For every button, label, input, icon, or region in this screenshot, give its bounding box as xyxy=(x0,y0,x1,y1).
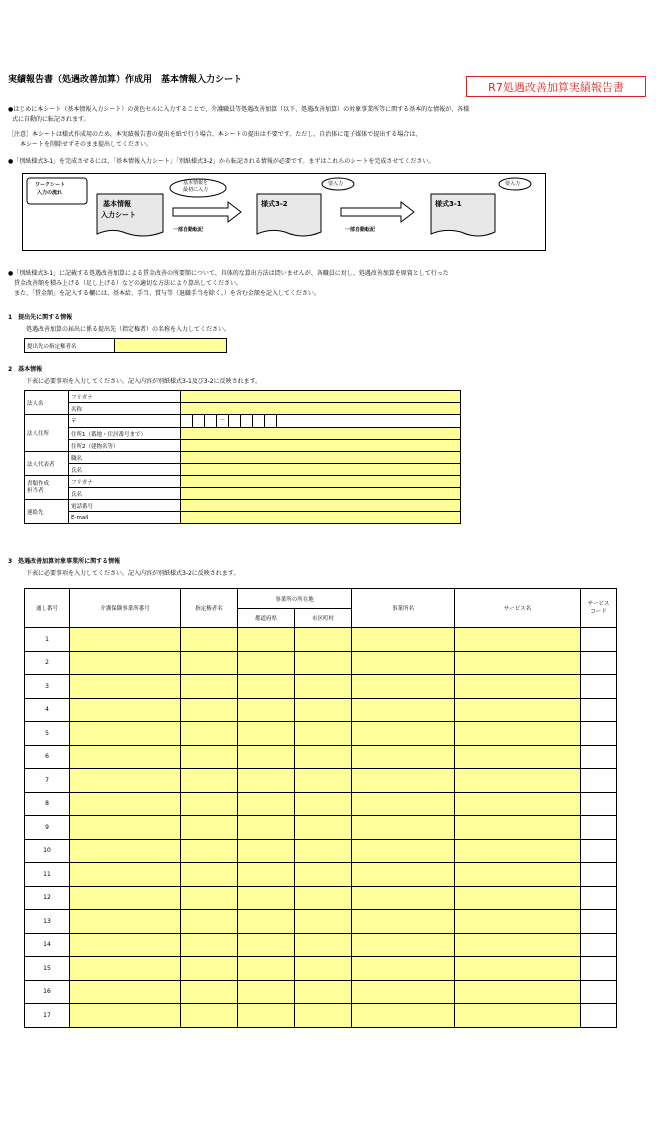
col-header-code xyxy=(581,589,617,628)
office-rows xyxy=(25,628,617,1028)
table-row xyxy=(25,722,617,746)
city-input[interactable] xyxy=(295,628,352,652)
table-row xyxy=(25,933,617,957)
bullet3-line3: また、「賃金額」を記入する欄には、基本給、手当、賞与等（退職手当を除く。）を含む金額を記入してください。 xyxy=(8,290,320,297)
service-code-cell xyxy=(581,863,617,887)
corp-name-input[interactable] xyxy=(181,403,461,415)
city-input[interactable] xyxy=(295,792,352,816)
corp-furigana-label: フリガナ xyxy=(69,391,181,403)
service-code-cell xyxy=(581,816,617,840)
row-number: 4 xyxy=(25,698,70,722)
col-header-pref: 都道府県 xyxy=(238,609,295,628)
office-name-input[interactable] xyxy=(352,863,455,887)
form31-label: 様式3-1 xyxy=(435,200,462,208)
postal-code-label: 〒 xyxy=(69,415,181,428)
submission-target-input[interactable] xyxy=(115,339,227,353)
phone-label: 電話番号 xyxy=(69,500,181,512)
service-code-cell xyxy=(581,745,617,769)
designator-input[interactable] xyxy=(181,628,238,652)
city-input[interactable] xyxy=(295,863,352,887)
insurer-no-input[interactable] xyxy=(70,769,181,793)
insurer-no-input[interactable] xyxy=(70,886,181,910)
rep-title-label: 職名 xyxy=(69,452,181,464)
creator-furigana-label: フリガナ xyxy=(69,476,181,488)
row-number: 16 xyxy=(25,980,70,1004)
workflow-diagram xyxy=(22,173,546,251)
service-name-input[interactable] xyxy=(455,769,581,793)
col-header-code-1: サービス xyxy=(587,601,610,607)
postal-digit-4[interactable] xyxy=(229,415,241,427)
office-name-input[interactable] xyxy=(352,698,455,722)
designator-input[interactable] xyxy=(181,1004,238,1028)
submission-target-label: 提出先の指定権者名 xyxy=(25,339,115,353)
service-code-cell xyxy=(581,886,617,910)
worksheet-label-1: ワークシート xyxy=(35,182,66,188)
city-input[interactable] xyxy=(295,910,352,934)
basic-bubble-1: 基本情報を xyxy=(183,180,209,186)
city-input[interactable] xyxy=(295,1004,352,1028)
worksheet-label-2: 入力の流れ xyxy=(37,190,63,196)
postal-dash: － xyxy=(217,415,229,427)
city-input[interactable] xyxy=(295,675,352,699)
pref-input[interactable] xyxy=(238,933,295,957)
section3-heading: 3 処遇改善加算対象事業所に関する情報 xyxy=(8,558,121,565)
city-input[interactable] xyxy=(295,769,352,793)
insurer-no-input[interactable] xyxy=(70,816,181,840)
col-header-code-2: コード xyxy=(590,609,607,615)
designator-input[interactable] xyxy=(181,957,238,981)
col-header-service: サービス名 xyxy=(455,589,581,628)
intro-bullet1-line2: 式に自動的に転記されます。 xyxy=(12,116,90,123)
table-row xyxy=(25,651,617,675)
pref-input[interactable] xyxy=(238,816,295,840)
col-header-no: 通し番号 xyxy=(25,589,70,628)
designator-input[interactable] xyxy=(181,816,238,840)
service-code-cell xyxy=(581,792,617,816)
postal-digit-1[interactable] xyxy=(181,415,193,427)
row-number: 1 xyxy=(25,628,70,652)
address1-label: 住所1（番地・住居番号まで） xyxy=(69,428,181,440)
office-name-input[interactable] xyxy=(352,769,455,793)
table-row xyxy=(25,863,617,887)
office-name-input[interactable] xyxy=(352,675,455,699)
service-name-input[interactable] xyxy=(455,933,581,957)
row-number: 2 xyxy=(25,651,70,675)
col-header-designator: 指定権者名 xyxy=(181,589,238,628)
office-name-input[interactable] xyxy=(352,980,455,1004)
page-title: 実績報告書（処遇改善加算）作成用 基本情報入力シート xyxy=(8,75,243,85)
designator-input[interactable] xyxy=(181,675,238,699)
row-number: 8 xyxy=(25,792,70,816)
row-number: 14 xyxy=(25,933,70,957)
table-row xyxy=(25,745,617,769)
basic-bubble-2: 最初に入力 xyxy=(183,187,209,193)
city-input[interactable] xyxy=(295,722,352,746)
rep-name-label: 氏名 xyxy=(69,464,181,476)
city-input[interactable] xyxy=(295,839,352,863)
basic-doc-label-2: 入力シート xyxy=(101,211,136,219)
report-label: R7処遇改善加算実績報告書 xyxy=(466,76,646,97)
corp-name-label: 法人名 xyxy=(25,391,69,415)
address2-label: 住所2（建物名等） xyxy=(69,440,181,452)
bullet3-line1: ●「別紙様式3-1」に記載する処遇改善加算による賃金改善の所要額について、具体的な算出方法は問いませんが、各職員に対し、処遇改善加算を原資として行った xyxy=(8,270,449,277)
postal-digit-3[interactable] xyxy=(205,415,217,427)
designator-input[interactable] xyxy=(181,910,238,934)
postal-digit-7[interactable] xyxy=(265,415,276,427)
insurer-no-input[interactable] xyxy=(70,698,181,722)
service-code-cell xyxy=(581,1004,617,1028)
pref-input[interactable] xyxy=(238,980,295,1004)
service-name-input[interactable] xyxy=(455,863,581,887)
pref-input[interactable] xyxy=(238,769,295,793)
section1-table xyxy=(24,338,227,353)
insurer-no-input[interactable] xyxy=(70,675,181,699)
intro-note-line2: 本シートを削除せずそのまま提出してください。 xyxy=(8,141,153,148)
pref-input[interactable] xyxy=(238,1004,295,1028)
intro-bullet1-line1: ●はじめに本シート（基本情報入力シート）の黄色セルに入力することで、介護職員等処遇改善加算（以下、処遇改善加算）の対象事業所等に関する基本的な情報が、各様 xyxy=(8,106,470,113)
row-number: 13 xyxy=(25,910,70,934)
city-input[interactable] xyxy=(295,933,352,957)
service-name-input[interactable] xyxy=(455,886,581,910)
service-code-cell xyxy=(581,698,617,722)
transfer-label-2: 一部自動転記 xyxy=(345,227,376,233)
service-code-cell xyxy=(581,769,617,793)
office-name-input[interactable] xyxy=(352,745,455,769)
insurer-no-input[interactable] xyxy=(70,910,181,934)
corp-furigana-input[interactable] xyxy=(181,391,461,403)
insurer-no-input[interactable] xyxy=(70,933,181,957)
creator-name-label: 氏名 xyxy=(69,488,181,500)
table-row xyxy=(25,675,617,699)
service-code-cell xyxy=(581,910,617,934)
service-code-cell xyxy=(581,957,617,981)
form32-bubble: 要入力 xyxy=(328,181,344,187)
address2-input[interactable] xyxy=(181,440,461,452)
table-row xyxy=(25,698,617,722)
section1-heading: 1 提出先に関する情報 xyxy=(8,314,73,321)
pref-input[interactable] xyxy=(238,957,295,981)
service-name-input[interactable] xyxy=(455,816,581,840)
service-name-input[interactable] xyxy=(455,651,581,675)
table-row xyxy=(25,980,617,1004)
email-input[interactable] xyxy=(181,512,461,524)
intro-bullet2: ●「別紙様式3-1」を完成させるには、「基本情報入力シート」「別紙様式3-2」から転記される情報が必要です。まずはこれらのシートを完成させてください。 xyxy=(8,158,435,165)
row-number: 3 xyxy=(25,675,70,699)
designator-input[interactable] xyxy=(181,769,238,793)
service-name-input[interactable] xyxy=(455,957,581,981)
table-row xyxy=(25,886,617,910)
service-name-input[interactable] xyxy=(455,698,581,722)
insurer-no-input[interactable] xyxy=(70,980,181,1004)
basic-doc-label-1: 基本情報 xyxy=(103,200,131,208)
postal-digit-2[interactable] xyxy=(193,415,205,427)
insurer-no-input[interactable] xyxy=(70,628,181,652)
service-name-input[interactable] xyxy=(455,722,581,746)
city-input[interactable] xyxy=(295,745,352,769)
city-input[interactable] xyxy=(295,980,352,1004)
office-name-input[interactable] xyxy=(352,1004,455,1028)
service-code-cell xyxy=(581,675,617,699)
city-input[interactable] xyxy=(295,651,352,675)
insurer-no-input[interactable] xyxy=(70,863,181,887)
section1-desc: 処遇改善加算の届出に係る提出先（指定権者）の名称を入力してください。 xyxy=(26,326,231,333)
insurer-no-input[interactable] xyxy=(70,839,181,863)
service-code-cell xyxy=(581,933,617,957)
insurer-no-input[interactable] xyxy=(70,1004,181,1028)
office-name-input[interactable] xyxy=(352,910,455,934)
section2-heading: 2 基本情報 xyxy=(8,366,43,373)
bullet3-line2: 賃金改善額を積み上げる（足し上げる）などの適切な方法により算出してください。 xyxy=(8,280,243,287)
office-name-input[interactable] xyxy=(352,957,455,981)
insurer-no-input[interactable] xyxy=(70,722,181,746)
offices-table xyxy=(24,588,617,1028)
creator-name-input[interactable] xyxy=(181,488,461,500)
table-row xyxy=(25,816,617,840)
pref-input[interactable] xyxy=(238,910,295,934)
designator-input[interactable] xyxy=(181,980,238,1004)
service-name-input[interactable] xyxy=(455,839,581,863)
designator-input[interactable] xyxy=(181,792,238,816)
row-number: 6 xyxy=(25,745,70,769)
service-name-input[interactable] xyxy=(455,980,581,1004)
corp-rep-label: 法人代表者 xyxy=(25,452,69,476)
address1-input[interactable] xyxy=(181,428,461,440)
designator-input[interactable] xyxy=(181,933,238,957)
contact-label: 連絡先 xyxy=(25,500,69,524)
pref-input[interactable] xyxy=(238,792,295,816)
postal-blank xyxy=(277,415,461,428)
office-name-input[interactable] xyxy=(352,651,455,675)
service-name-input[interactable] xyxy=(455,792,581,816)
col-header-city: 市区町村 xyxy=(295,609,352,628)
row-number: 10 xyxy=(25,839,70,863)
office-name-input[interactable] xyxy=(352,816,455,840)
intro-note-line1: ［注意］本シートは様式作成用のため、本実績報告書の提出を紙で行う場合、本シートの提出は不要です。ただし、自治体に電子媒体で提出する場合は、 xyxy=(8,131,422,138)
city-input[interactable] xyxy=(295,698,352,722)
office-name-input[interactable] xyxy=(352,839,455,863)
arrow1-shape xyxy=(173,202,241,222)
designator-input[interactable] xyxy=(181,745,238,769)
row-number: 9 xyxy=(25,816,70,840)
pref-input[interactable] xyxy=(238,651,295,675)
office-name-input[interactable] xyxy=(352,792,455,816)
service-name-input[interactable] xyxy=(455,675,581,699)
pref-input[interactable] xyxy=(238,628,295,652)
doc-creator-label-2: 担当者 xyxy=(27,487,44,494)
form31-bubble: 要入力 xyxy=(505,181,521,187)
city-input[interactable] xyxy=(295,886,352,910)
rep-name-input[interactable] xyxy=(181,464,461,476)
postal-digit-5[interactable] xyxy=(241,415,253,427)
designator-input[interactable] xyxy=(181,722,238,746)
insurer-no-input[interactable] xyxy=(70,745,181,769)
email-label: E-mail xyxy=(69,512,181,524)
form32-label: 様式3-2 xyxy=(261,200,288,208)
pref-input[interactable] xyxy=(238,675,295,699)
doc-creator-label-1: 書類作成 xyxy=(27,480,50,487)
pref-input[interactable] xyxy=(238,863,295,887)
designator-input[interactable] xyxy=(181,698,238,722)
pref-input[interactable] xyxy=(238,839,295,863)
city-input[interactable] xyxy=(295,816,352,840)
service-name-input[interactable] xyxy=(455,745,581,769)
office-name-input[interactable] xyxy=(352,933,455,957)
office-name-input[interactable] xyxy=(352,886,455,910)
row-number: 5 xyxy=(25,722,70,746)
pref-input[interactable] xyxy=(238,698,295,722)
designator-input[interactable] xyxy=(181,863,238,887)
row-number: 7 xyxy=(25,769,70,793)
postal-digit-6[interactable] xyxy=(253,415,265,427)
insurer-no-input[interactable] xyxy=(70,792,181,816)
rep-title-input[interactable] xyxy=(181,452,461,464)
designator-input[interactable] xyxy=(181,886,238,910)
row-number: 12 xyxy=(25,886,70,910)
table-row xyxy=(25,792,617,816)
table-row xyxy=(25,957,617,981)
table-row xyxy=(25,628,617,652)
corp-name-sub-label: 名称 xyxy=(69,403,181,415)
service-code-cell xyxy=(581,628,617,652)
city-input[interactable] xyxy=(295,957,352,981)
section2-desc: 下表に必要事項を入力してください。記入内容が別紙様式3-1及び3-2に反映されます。 xyxy=(26,378,262,385)
pref-input[interactable] xyxy=(238,722,295,746)
service-code-cell xyxy=(581,722,617,746)
row-number: 17 xyxy=(25,1004,70,1028)
creator-furigana-input[interactable] xyxy=(181,476,461,488)
pref-input[interactable] xyxy=(238,745,295,769)
col-header-office: 事業所名 xyxy=(352,589,455,628)
basic-info-table xyxy=(24,390,461,524)
insurer-no-input[interactable] xyxy=(70,957,181,981)
doc-creator-label xyxy=(25,476,69,500)
insurer-no-input[interactable] xyxy=(70,651,181,675)
postal-code-field[interactable] xyxy=(181,415,277,428)
service-code-cell xyxy=(581,980,617,1004)
table-row xyxy=(25,839,617,863)
service-code-cell xyxy=(581,839,617,863)
section3-desc: 下表に必要事項を入力してください。記入内容が別紙様式3-2に反映されます。 xyxy=(26,570,240,577)
designator-input[interactable] xyxy=(181,839,238,863)
table-row xyxy=(25,910,617,934)
corp-address-label: 法人住所 xyxy=(25,415,69,452)
table-row xyxy=(25,769,617,793)
service-name-input[interactable] xyxy=(455,910,581,934)
designator-input[interactable] xyxy=(181,651,238,675)
row-number: 15 xyxy=(25,957,70,981)
col-header-insurer-no: 介護保険事業所番号 xyxy=(70,589,181,628)
row-number: 11 xyxy=(25,863,70,887)
transfer-label-1: 一部自動転記 xyxy=(173,227,204,233)
office-name-input[interactable] xyxy=(352,722,455,746)
col-header-location: 事業所の所在地 xyxy=(238,589,352,609)
phone-input[interactable] xyxy=(181,500,461,512)
table-row xyxy=(25,1004,617,1028)
service-code-cell xyxy=(581,651,617,675)
pref-input[interactable] xyxy=(238,886,295,910)
service-name-input[interactable] xyxy=(455,628,581,652)
service-name-input[interactable] xyxy=(455,1004,581,1028)
office-name-input[interactable] xyxy=(352,628,455,652)
arrow2-shape xyxy=(341,202,414,222)
